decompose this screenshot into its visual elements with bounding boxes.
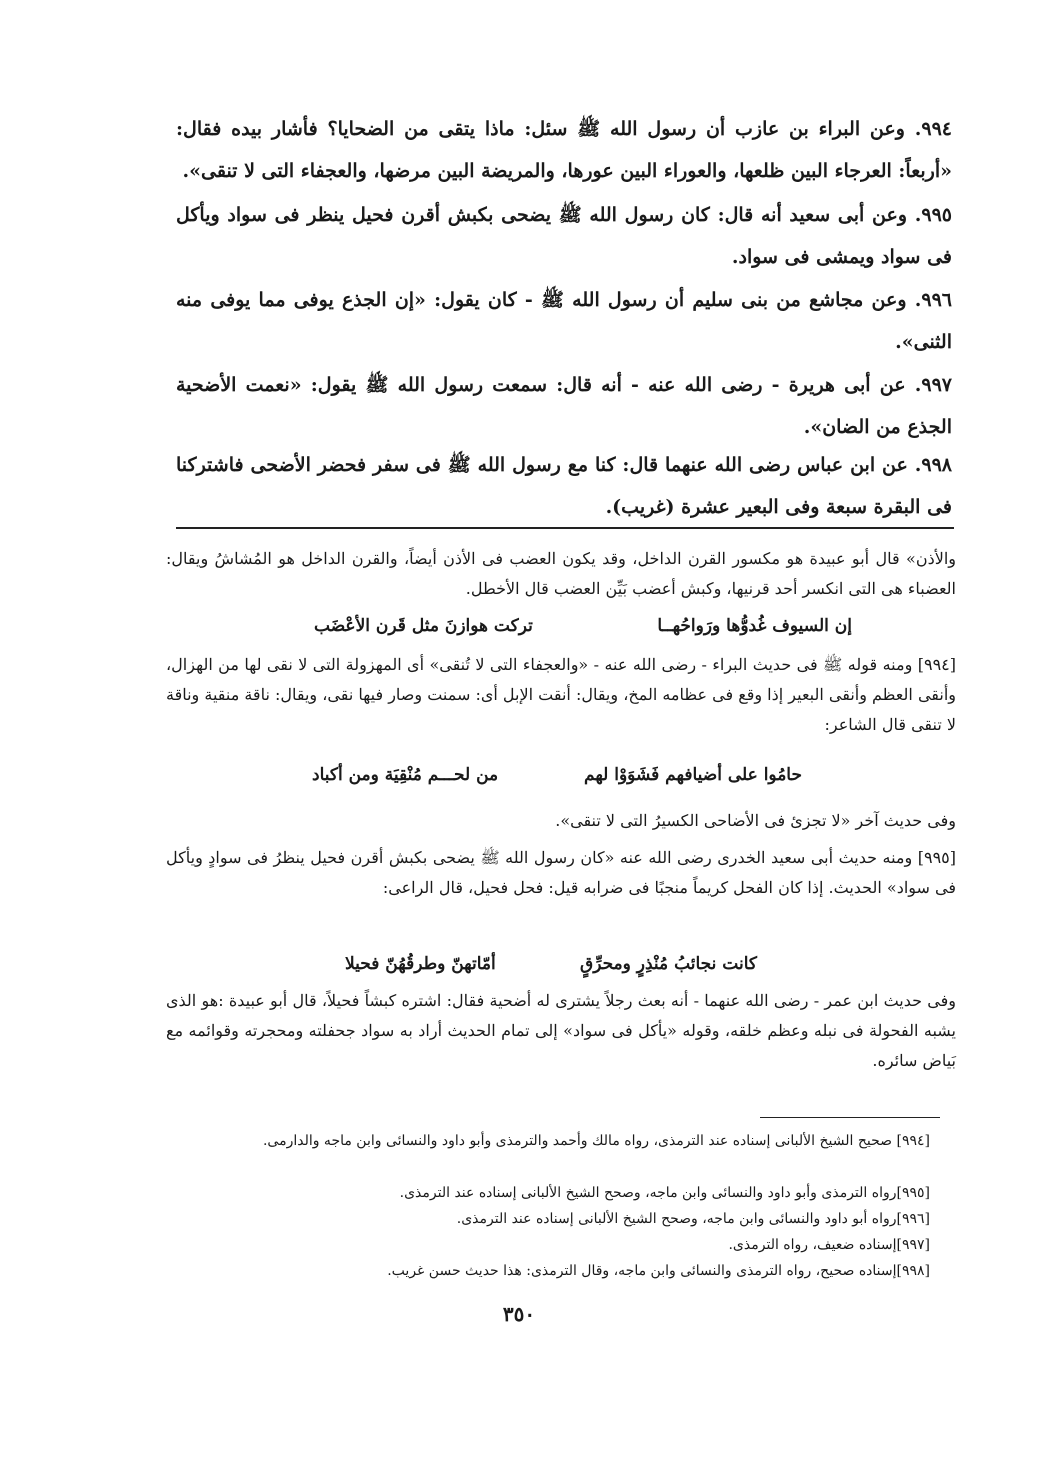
footnote-997: [٩٩٧]إسناده ضعيف، رواه الترمذى. — [728, 1237, 930, 1253]
page-number: ٣٥٠ — [502, 1302, 536, 1326]
commentary-paragraph: والأذن» قال أبو عبيدة هو مكسور القرن الداخل، وقد يكون العضب فى الأذن أيضاً، والقرن الداخل هو المُشاشُ ويقال: العضباء هى التى انكسر أحد قرنيها، وكبش أعضب بَيِّن العضب قال الأخطل. — [166, 549, 956, 598]
footnote-divider — [760, 1117, 940, 1118]
hadith-996 — [176, 279, 952, 363]
verse-1-hemistich-b: تركت هوازنَ مثل قَرن الأعْضَب — [314, 616, 533, 636]
commentary-paragraph: وفى حديث آخر «لا تجزئ فى الأضاحى الكسيرُ التى لا تنقى». — [555, 811, 956, 830]
verse-3-hemistich-b: أمّاتهنّ وطرقُهُنّ فحيلا — [345, 954, 496, 974]
hadith-number: ٩٩٧. — [914, 374, 952, 396]
footnote-996: [٩٩٦]رواه أبو داود والنسائى وابن ماجه، وصحح الشيخ الألبانى إسناده عند الترمذى. — [456, 1211, 930, 1227]
commentary-paragraph: [٩٩٤] ومنه قوله ﷺ فى حديث البراء - رضى الله عنه - «والعجفاء التى لا تُنقى» أى المهزولة التى لا نقى لها من الهزال، وأنقى العظم وأنقى البعير إذا وقع فى عظامه المخ، ويقال: أنقت الإبل أى: سمنت وصار فيها نقى، ويقال: ناقة منقية وناقة لا تنقى قال الشاعر: — [166, 655, 956, 734]
footnote-995: [٩٩٥]رواه الترمذى وأبو داود والنسائى وابن ماجه، وصحح الشيخ الألبانى إسناده عند الترمذى. — [399, 1185, 930, 1201]
hadith-number: ٩٩٨. — [914, 454, 952, 476]
footnote-994: [٩٩٤] صحيح الشيخ الألبانى إسناده عند الترمذى، رواه مالك وأحمد والترمذى وأبو داود والنسائى وابن ماجه والدارمى. — [262, 1133, 930, 1149]
verse-2-hemistich-b: من لحـــم مُنْقِيَة ومن أكباد — [312, 765, 499, 785]
hadith-number: ٩٩٥. — [914, 204, 952, 226]
commentary-paragraph: [٩٩٥] ومنه حديث أبى سعيد الخدرى رضى الله عنه «كان رسول الله ﷺ يضحى بكبش أقرن فحيل ينظرُ فى سوادٍ ويأكل فى سواد» الحديث. إذا كان الفحل كريماً منجبًا فى ضرابه قيل: فحل فحيل، قال الراعى: — [166, 848, 956, 897]
hadith-text: وعن مجاشع من بنى سليم أن رسول الله ﷺ - كان يقول: «إن الجذع يوفى مما يوفى منه الثنى». — [176, 289, 952, 353]
hadith-text: عن ابن عباس رضى الله عنهما قال: كنا مع رسول الله ﷺ فى سفر فحضر الأضحى فاشتركنا فى البقرة سبعة وفى البعير عشرة (غريب). — [176, 454, 952, 518]
section-divider — [176, 527, 954, 529]
hadith-number: ٩٩٦. — [914, 289, 952, 311]
hadith-997 — [176, 364, 952, 448]
verse-3-hemistich-a: كانت نجائبُ مُنْذِرٍ ومحرِّقٍ — [580, 954, 757, 974]
footnote-998: [٩٩٨]إسناده صحيح، رواه الترمذى والنسائى وابن ماجه، وقال الترمذى: هذا حديث حسن غريب. — [387, 1263, 930, 1279]
commentary-paragraph: وفى حديث ابن عمر - رضى الله عنهما - أنه بعث رجلاً يشترى له أضحية فقال: اشتره كبشاً فحيلاً، قال أبو عبيدة :هو الذى يشبه الفحولة فى نبله وعظم خلقه، وقوله «يأكل فى سواد» إلى تمام الحديث أراد به سواد جحفلته ومحجرته وقوائمه مع بَياض سائره. — [166, 991, 957, 1070]
hadith-998 — [176, 444, 952, 528]
hadith-995 — [176, 194, 952, 278]
hadith-994 — [176, 108, 952, 192]
verse-1-hemistich-a: إن السيوف غُدوُّها ورَواحُهــا — [657, 616, 852, 636]
verse-2-hemistich-a: حامُوا على أضيافهم فَشَوَوْا لهم — [584, 765, 802, 785]
hadith-text: وعن البراء بن عازب أن رسول الله ﷺ سئل: ماذا يتقى من الضحايا؟ فأشار بيده فقال: «أربعاً: العرجاء البين ظلعها، والعوراء البين عورها، والمريضة البين مرضها، والعجفاء التى لا تنقى». — [176, 118, 952, 182]
hadith-number: ٩٩٤. — [914, 118, 952, 140]
hadith-text: عن أبى هريرة - رضى الله عنه - أنه قال: سمعت رسول الله ﷺ يقول: «نعمت الأضحية الجذع من الضان». — [176, 374, 952, 438]
hadith-text: وعن أبى سعيد أنه قال: كان رسول الله ﷺ يضحى بكبش أقرن فحيل ينظر فى سواد ويأكل فى سواد ويمشى فى سواد. — [176, 204, 952, 268]
